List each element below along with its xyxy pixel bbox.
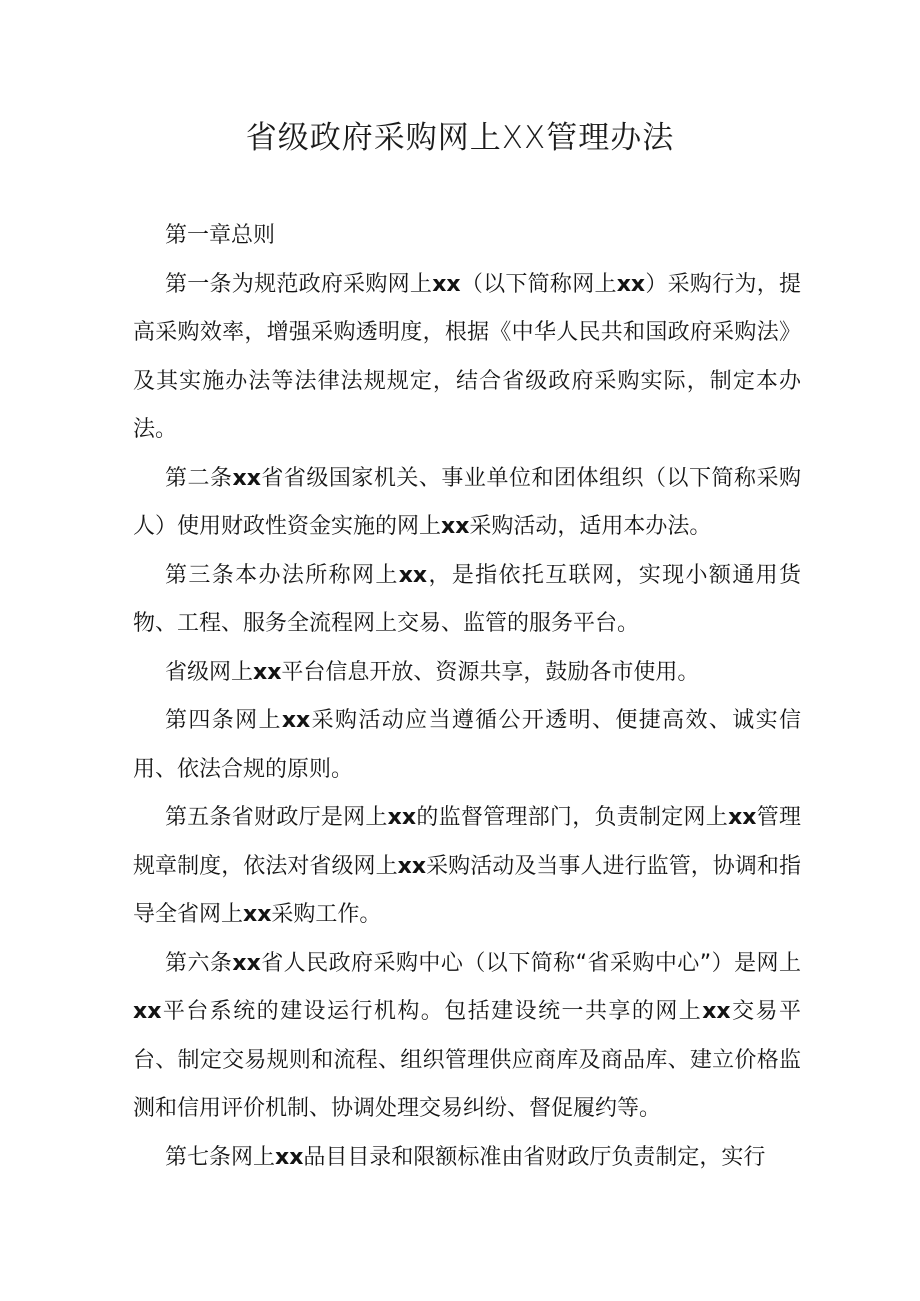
xx-placeholder: xx [397,853,427,879]
article-6-paragraph: 第六条xx省人民政府采购中心（以下简称“省采购中心”）是网上xx平台系统的建设运行机构。包括建设统一共享的网上xx交易平台、制定交易规则和流程、组织管理供应商库及商品库、建立价格监测和信用评价机制、协调处理交易纠纷、督促履约等。 [133,950,801,1121]
document-body [133,212,801,1182]
xx-placeholder: xx [387,805,417,830]
article-7-paragraph: 第七条网上xx品目目录和限额标准由省财政厅负责制定，实行 [165,1144,766,1170]
article-4-paragraph: 第四条网上xx采购活动应当遵循公开透明、便捷高效、诚实信用、依法合规的原则。 [133,708,801,782]
xx-placeholder: xx [398,562,428,588]
xx-placeholder: xx [432,271,461,297]
xx-placeholder: xx [232,465,261,491]
article-2-paragraph: 第二条xx省省级国家机关、事业单位和团体组织（以下简称采购人）使用财政性资金实施的网上xx采购活动，适用本办法。 [133,465,801,539]
document-title: 省级政府采购网上XX管理办法 [245,120,675,156]
xx-placeholder: xx [253,659,282,685]
xx-placeholder: xx [441,514,470,539]
article-5-paragraph: 第五条省财政厅是网上xx的监督管理部门，负责制定网上xx管理规章制度，依法对省级网上xx采购活动及当事人进行监管，协调和指导全省网上xx采购工作。 [133,805,801,927]
chapter-heading: 第一章总则 [165,223,276,248]
xx-placeholder: xx [232,950,261,976]
xx-placeholder: xx [281,708,311,733]
xx-placeholder: xx [702,999,731,1024]
xx-placeholder: xx [133,999,162,1024]
article-1-paragraph: 第一条为规范政府采购网上xx（以下简称网上xx）采购行为，提高采购效率，增强采购透明度，根据《中华人民共和国政府采购法》及其实施办法等法律法规规定，结合省级政府采购实际，制定本办法。 [133,271,801,442]
article-3-note-paragraph: 省级网上xx平台信息开放、资源共享，鼓励各市使用。 [165,659,700,685]
xx-placeholder: xx [243,902,272,927]
xx-placeholder: xx [275,1144,304,1170]
xx-placeholder: xx [616,271,646,297]
xx-placeholder: xx [728,805,757,830]
article-3-paragraph: 第三条本办法所称网上xx，是指依托互联网，实现小额通用货物、工程、服务全流程网上交易、监管的服务平台。 [133,562,801,636]
